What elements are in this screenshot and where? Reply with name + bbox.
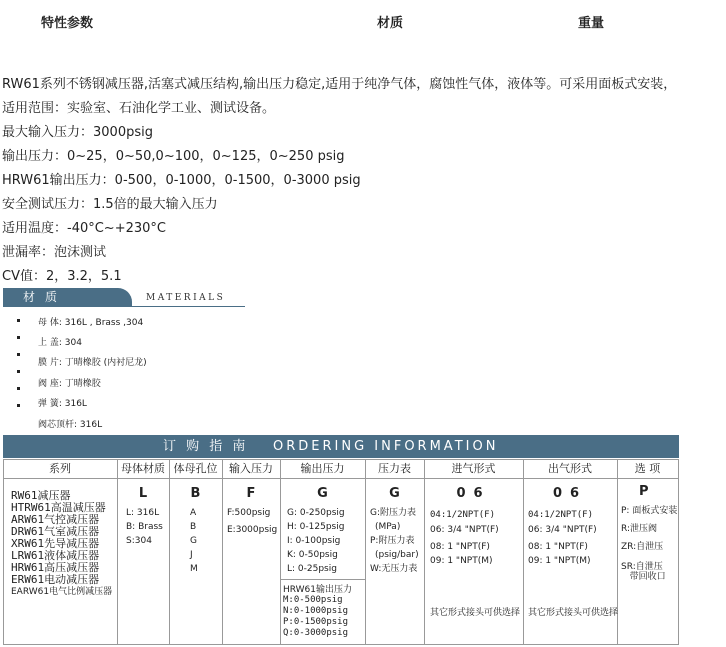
column-header: 压力表 [378, 462, 411, 475]
series-item: XRW61先导减压器 [11, 537, 100, 550]
hrw-option: Q:0-3000psig [283, 628, 349, 638]
column-header: 进气形式 [451, 462, 496, 475]
port-option: B [190, 522, 197, 532]
column-header: 母体材质 [121, 462, 165, 475]
material-item: 阀芯顶杆: 316L [38, 420, 103, 430]
inlet-option: 09: 1 "NPT(M) [430, 556, 493, 566]
series-item: DRW61气室减压器 [11, 525, 100, 538]
ordering-band [3, 435, 679, 458]
output-option: K: 0-50psig [287, 550, 338, 560]
column-header: 出气形式 [548, 462, 592, 475]
bullet-icon [17, 336, 20, 339]
hrw-option: P:0-1500psig [283, 617, 349, 627]
column-header: 输入压力 [229, 462, 273, 475]
outlet-option: 09: 1 "NPT(M) [528, 556, 591, 566]
port-option: A [190, 508, 197, 518]
desc-line: 适用温度：-40°C~+230°C [2, 221, 166, 236]
materials-en-title: MATERIALS [146, 293, 226, 303]
options-item: ZR:自泄压 [621, 542, 664, 552]
series-item: EARW61电气比例减压器 [11, 587, 113, 597]
options-item: SR:自泄压 [621, 562, 663, 572]
desc-line: HRW61输出压力：0-500，0-1000，0-1500，0-3000 psig [2, 173, 361, 188]
desc-line: 泄漏率：泡沫测试 [2, 245, 107, 260]
hrw-option: N:0-1000psig [283, 606, 349, 616]
outlet-option: 04:1/2NPT(F) [528, 510, 594, 520]
column-header: 输出压力 [300, 462, 345, 475]
port-option: G [190, 536, 197, 546]
output-option: I: 0-100psig [287, 536, 341, 546]
port-code: B [190, 486, 201, 501]
series-item: ERW61电动减压器 [11, 573, 100, 586]
options-item: P: 面板式安装 [621, 506, 678, 516]
output-code: G [317, 486, 328, 501]
outlet-option: 06: 3/4 "NPT(F) [528, 525, 597, 535]
inlet-code: 06 [456, 486, 491, 501]
bullet-icon [17, 319, 20, 322]
material-item: 弹 簧: 316L [38, 399, 87, 409]
outlet-code: 06 [552, 486, 588, 501]
gauge-code: G [389, 486, 400, 501]
input-code: F [246, 486, 256, 501]
bullet-icon [17, 387, 20, 390]
ordering-title-cn: 订 购 指 南 [163, 439, 249, 454]
header-weight: 重量 [578, 16, 605, 31]
port-option: M [190, 564, 198, 574]
column-header: 系列 [49, 462, 71, 475]
inlet-option: 04:1/2NPT(F) [430, 510, 496, 520]
header-params: 特性参数 [41, 16, 94, 31]
header-material: 材质 [377, 16, 404, 31]
outlet-note: 其它形式接头可供选择 [528, 608, 619, 618]
bullet-icon [17, 353, 20, 356]
inlet-option: 06: 3/4 "NPT(F) [430, 525, 499, 535]
material-code: L [138, 486, 148, 501]
material-option: B: Brass [126, 522, 163, 532]
port-option: J [190, 550, 193, 560]
series-item: LRW61液体减压器 [11, 549, 100, 562]
input-option: E:3000psig [227, 525, 278, 535]
desc-line: 输出压力：0~25，0~50,0~100，0~125，0~250 psig [2, 149, 345, 164]
materials-rule [3, 306, 245, 307]
bullet-icon [17, 370, 20, 373]
output-option: G: 0-250psig [287, 508, 345, 518]
options-code: P [639, 484, 649, 499]
material-option: L: 316L [126, 508, 160, 518]
material-item: 膜 片: 丁晴橡胶 (内衬尼龙) [38, 358, 147, 368]
inlet-option: 08: 1 "NPT(F) [430, 542, 490, 552]
material-item: 上 盖: 304 [38, 338, 82, 348]
desc-line: 最大输入压力：3000psig [2, 125, 153, 140]
options-item: R:泄压阀 [621, 524, 658, 534]
output-option: H: 0-125psig [287, 522, 345, 532]
series-item: ARW61气控减压器 [11, 513, 100, 526]
desc-line: CV值：2，3.2，5.1 [2, 269, 122, 284]
desc-line: 适用范围：实验室、石油化学工业、测试设备。 [2, 101, 276, 116]
desc-line: 安全测试压力：1.5倍的最大输入压力 [2, 197, 218, 212]
series-item: HRW61高压减压器 [11, 561, 100, 574]
input-option: F:500psig [227, 508, 271, 518]
gauge-option: (psig/bar) [375, 550, 419, 560]
output-option: L: 0-25psig [287, 564, 337, 574]
material-item: 阀 座: 丁晴橡胶 [38, 379, 101, 389]
options-item: 带回收口 [621, 572, 666, 582]
hrw-title: HRW61输出压力 [283, 585, 353, 595]
material-option: S:304 [126, 536, 152, 546]
hrw-option: M:0-500psig [283, 595, 343, 605]
outlet-option: 08: 1 "NPT(F) [528, 542, 588, 552]
bullet-icon [17, 404, 20, 407]
series-item: RW61减压器 [11, 489, 71, 502]
gauge-option: P:附压力表 [370, 536, 415, 546]
column-header: 体母孔位 [173, 462, 218, 475]
material-item: 母 体: 316L , Brass ,304 [38, 318, 144, 328]
ordering-title-en: ORDERING INFORMATION [273, 439, 499, 454]
materials-tab: 材质 [3, 288, 132, 307]
series-item: HTRW61高温减压器 [11, 501, 106, 514]
gauge-option: G:附压力表 [370, 508, 417, 518]
ordering-table [3, 459, 679, 645]
gauge-option: (MPa) [375, 522, 401, 532]
desc-line: RW61系列不锈钢减压器,活塞式减压结构,输出压力稳定,适用于纯净气体，腐蚀性气体，液体等。可采用面板式安装， [2, 77, 677, 92]
gauge-option: W:无压力表 [370, 564, 418, 574]
column-header: 选 项 [634, 462, 661, 475]
inlet-note: 其它形式接头可供选择 [430, 608, 521, 618]
